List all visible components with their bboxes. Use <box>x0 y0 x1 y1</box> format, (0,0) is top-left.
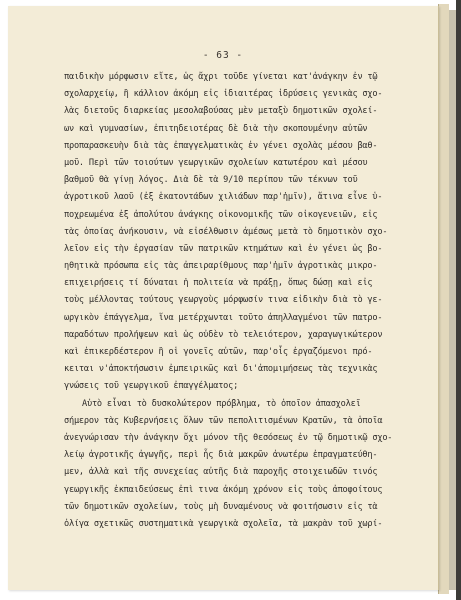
text-line: λεῖον εἰς τὴν ἐργασίαν τῶν πατρικῶν κτημάτων καὶ ἐν γένει ὡς βο- <box>64 243 383 254</box>
text-line: τῶν δημοτικῶν σχολείων, τοὺς μὴ δυναμένους νὰ φοιτήσωσιν εἰς τὰ <box>64 501 378 512</box>
text-line: λὰς διετοῦς διαρκείας μεσολαβούσας μὲν μεταξὺ δημοτικῶν σχολεί- <box>64 106 378 117</box>
text-line: παραδότων προλήψεων καὶ ὡς οὐδὲν τὸ τελειότερον, χαραγωγικώτερον <box>64 329 383 340</box>
text-line: μοῦ. Περὶ τῶν τοιούτων γεωργικῶν σχολείων κατωτέρου καὶ μέσου <box>64 157 368 168</box>
text-line: τὰς ὁποίας ἀνήκουσιν, νὰ εἰσέλθωσιν ἀμέσως μετὰ τὸ δημοτικὸν σχο- <box>64 226 388 237</box>
text-line: ηθητικὰ πρόσωπα εἰς τὰς ἀπειραρίθμους παρ'ἡμῖν ἀγροτικὰς μικρο- <box>64 261 378 272</box>
page-number: - 63 - <box>202 50 244 61</box>
text-line: σήμερον τὰς Κυβερνήσεις ὅλων τῶν πεπολιτισμένων Κρατῶν, τὰ ὁποῖα <box>64 415 383 426</box>
text-line: ἀνεγνώρισαν τὴν ἀνάγκην ὄχι μόνον τῆς θεσόσεως ἐν τῷ δημοτικῷ σχο- <box>64 432 393 443</box>
document-page <box>8 6 439 590</box>
body-text <box>64 69 430 533</box>
text-line: ὀλίγα σχετικῶς συστηματικὰ γεωργικὰ σχολεῖα, τὰ μακρὰν τοῦ χωρί- <box>64 518 383 529</box>
text-line: επιχειρήσεις τί δύναται ἡ πολιτεία νὰ πράξῃ, ὅπως δώσῃ καὶ εἰς <box>64 278 373 289</box>
page-edge <box>438 4 449 594</box>
text-line: καὶ ἐπικερδέστερον ἢ οἱ γονεῖς αὐτῶν, παρ'οἷς ἐργαζόμενοι πρό- <box>64 347 373 357</box>
binding-spine <box>456 0 461 600</box>
text-line: τοὺς μέλλοντας τούτους γεωργοὺς μόρφωσίν τινα εἰδικὴν διὰ τὸ γε- <box>64 295 383 306</box>
text-line: γνώσεις τοῦ γεωργικοῦ ἐπαγγέλματος; <box>64 381 239 392</box>
text-line: λείῳ ἀγροτικῆς ἀγωγῆς, περὶ ἧς διὰ μακρῶν ἀνωτέρω ἐπραγματεύθη- <box>64 450 378 461</box>
paragraph-start-line: Αὐτὸ εἶναι τὸ δυσκολώτερον πρόβλημα, τὸ ὁποῖον ἀπασχολεῖ <box>82 398 361 409</box>
text-line: βαθμοῦ θὰ γίνῃ λόγος. Διὰ δὲ τὰ 9/10 περίπου τῶν τέκνων τοῦ <box>64 175 358 186</box>
text-line: ἀγροτικοῦ λαοῦ (ἐξ ἑκατοντάδων χιλιάδων παρ'ἡμῖν), ἅτινα εἶνε ὑ- <box>64 192 383 203</box>
underlying-page-edge <box>448 10 456 590</box>
text-line: ων καὶ γυμνασίων, ἐπιτηδειοτέρας δὲ διὰ τὴν σκοπουμένην αὐτῶν <box>64 123 368 134</box>
text-line: γεωργικῆς ἐκπαιδεύσεως ἐπὶ τινα ἀκόμη χρόνον εἰς τοὺς ἀποφοίτους <box>64 484 383 495</box>
text-line: σχολαρχείῳ, ἢ κάλλιον ἀκόμη εἰς ἰδιαιτέρας ἱδρύσεις γενικὰς σχο- <box>64 89 383 100</box>
text-line: ποχρεωμένα ἐξ ἀπολύτου ἀνάγκης οἰκονομικῆς τῶν οἰκογενειῶν, εἰς <box>64 209 378 220</box>
text-line: προπαρασκευὴν διὰ τὰς ἐπαγγελματικὰς ἐν γένει σχολὰς μέσου βαθ- <box>64 140 378 151</box>
text-line: ωργικὸν ἐπάγγελμα, ἵνα μετέρχωνται τοῦτο ἀπηλλαγμένοι τῶν πατρο- <box>64 312 383 323</box>
text-line: κειται ν'ἀποκτήσωσιν ἐμπειρικῶς καὶ δι'ἀπομιμήσεως τὰς τεχνικὰς <box>64 364 378 375</box>
text-line: μεν, ἀλλὰ καὶ τῆς συνεχείας αὐτῆς διὰ παροχῆς στοιχειωδῶν τινός <box>64 467 378 478</box>
text-line: παιδικὴν μόρφωσιν εἴτε, ὡς ἄχρι τοῦδε γίνεται κατ'ἀνάγκην ἐν τῷ <box>64 72 378 82</box>
